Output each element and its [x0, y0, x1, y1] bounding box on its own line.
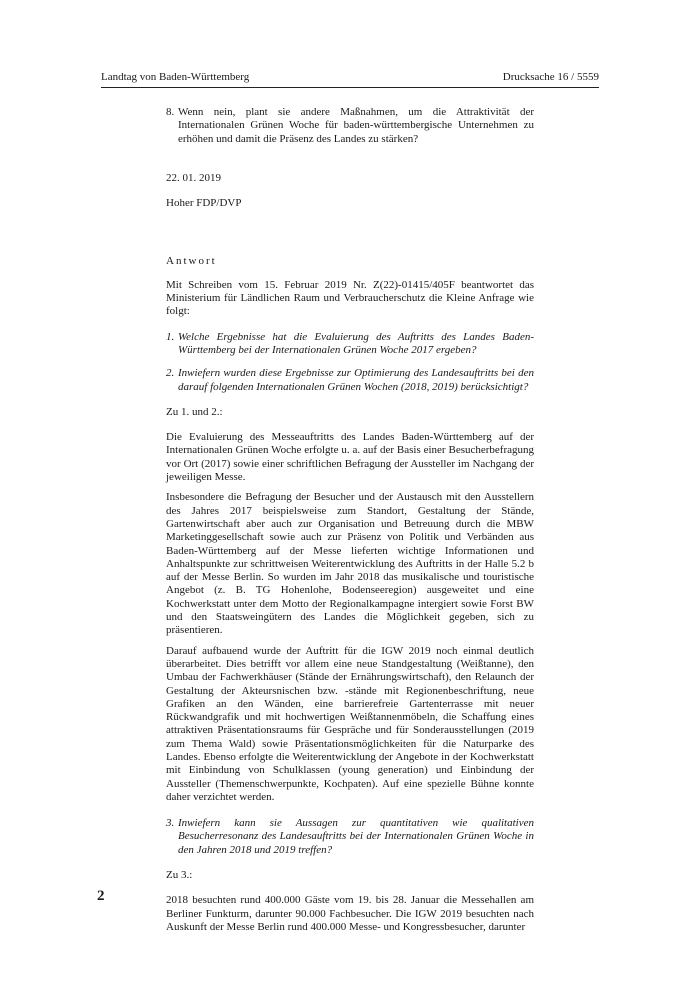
question-2 [166, 367, 534, 394]
answer-label-3: Zu 3.: [166, 869, 193, 882]
question-8 [166, 106, 534, 146]
author: Hoher FDP/DVP [166, 197, 242, 210]
question-number: 3. [166, 817, 175, 830]
question-text: Wenn nein, plant sie andere Maßnahmen, um die Attraktivität der Internationalen Grünen Woche für baden-württembergische Unternehmen zu erhöhen und damit die Präsenz des Landes zu stärken? [178, 106, 534, 145]
answer-paragraph: Darauf aufbauend wurde der Auftritt für die IGW 2019 noch einmal deutlich überarbeitet. Dies betrifft vor allem eine neue Standgestaltung (Weißtanne), den Umbau der Fachwerkhäuser (Stände der Ernährungswirtschaft), den Relaunch der Gestaltung der Akteursnischen bzw. -stände mit Regionenbeschriftung, neue Grafiken an den Wänden, eine barrierefreie Gartenterrasse mit neuer Rückwandgrafik und mit hochwertigen Weißtannenmöbeln, die Schaffung eines attraktiven Präsentationsraums für Gespräche und für Sonderausstellungen (2019 zum Thema Wald) sowie Präsentationsmöglichkeiten für die Naturparke des Landes. Ebenso erfolgte die Weiterentwicklung der Angebote in der Kochwerkstatt mit Einbindung von Schulklassen (young generation) und Einbindung der Aussteller (Themenschwerpunkte, Kochpaten). Auf eine spezielle Bühne konnte daher verzichtet werden. [166, 644, 534, 803]
answer-label-1-2: Zu 1. und 2.: [166, 405, 223, 418]
question-1 [166, 331, 534, 358]
question-text: Inwiefern kann sie Aussagen zur quantitativen wie qualitativen Besucherresonanz des Landesauftritts bei der Internationalen Grünen Woche in den Jahren 2018 und 2019 treffen? [178, 817, 534, 856]
header-document-number: Drucksache 16 / 5559 [502, 71, 599, 83]
header-parliament-name: Landtag von Baden-Württemberg [101, 71, 250, 83]
answer-paragraph: Insbesondere die Befragung der Besucher und der Austausch mit den Ausstellern des Jahres 2017 beispielsweise zum Standort, Gestaltung der Stände, Gartenwirtschaft aber auch zur Organisation und Betreuung durch die MBW Marketinggesellschaft sowie auch zur Präsenz von Politik und Verbänden aus Baden-Württemberg auf der Messe lieferten wichtige Informationen und Anhaltspunkte zur schrittweisen Weiterentwicklung des Auftritts in der Halle 5.2 b auf der Messe Berlin. So wurden im Jahr 2018 das musikalische und touristische Angebot (z. B. TG Hohenlohe, Bodenseeregion) ausgeweitet und eine Kochwerkstatt unter dem Motto der Regionalkampagne intergiert sowie Forst BW und den Staatsweingütern des Landes die Möglichkeit gegeben, sich zu präsentieren. [166, 491, 534, 637]
answer-heading: Antwort [166, 255, 217, 268]
question-number: 8. [166, 106, 175, 118]
page-number: 2 [97, 888, 105, 904]
answer-paragraph: Die Evaluierung des Messeauftritts des Landes Baden-Württemberg auf der Internationalen Grünen Woche erfolgte u. a. auf der Basis einer Besucherbefragung vor Ort (2017) sowie einer schriftlichen Befragung der Aussteller im Nachgang der jeweiligen Messe. [166, 431, 534, 484]
document-body [166, 106, 534, 934]
header-rule [101, 87, 599, 88]
running-header [101, 67, 599, 87]
question-text: Inwiefern wurden diese Ergebnisse zur Optimierung des Landesauftritts bei den darauf folgenden Internationalen Grünen Wochen (2018, 2019) berücksichtigt? [178, 367, 534, 393]
question-text: Welche Ergebnisse hat die Evaluierung des Auftritts des Landes Baden-Württemberg bei der Internationalen Grünen Woche 2017 ergeben? [178, 330, 534, 356]
question-number: 1. [166, 330, 175, 343]
date: 22. 01. 2019 [166, 171, 221, 184]
answer-intro: Mit Schreiben vom 15. Februar 2019 Nr. Z(22)-01415/405F beantwortet das Ministerium für Ländlichen Raum und Verbraucherschutz die Kleine Anfrage wie folgt: [166, 278, 534, 318]
question-3 [166, 817, 534, 857]
question-number: 2. [166, 367, 175, 380]
answer-paragraph: 2018 besuchten rund 400.000 Gäste vom 19. bis 28. Januar die Messehallen am Berliner Funkturm, darunter 90.000 Fachbesucher. Die IGW 2019 besuchten nach Auskunft der Messe Berlin rund 400.000 Messe- und Kongressbesucher, darunter [166, 894, 534, 933]
